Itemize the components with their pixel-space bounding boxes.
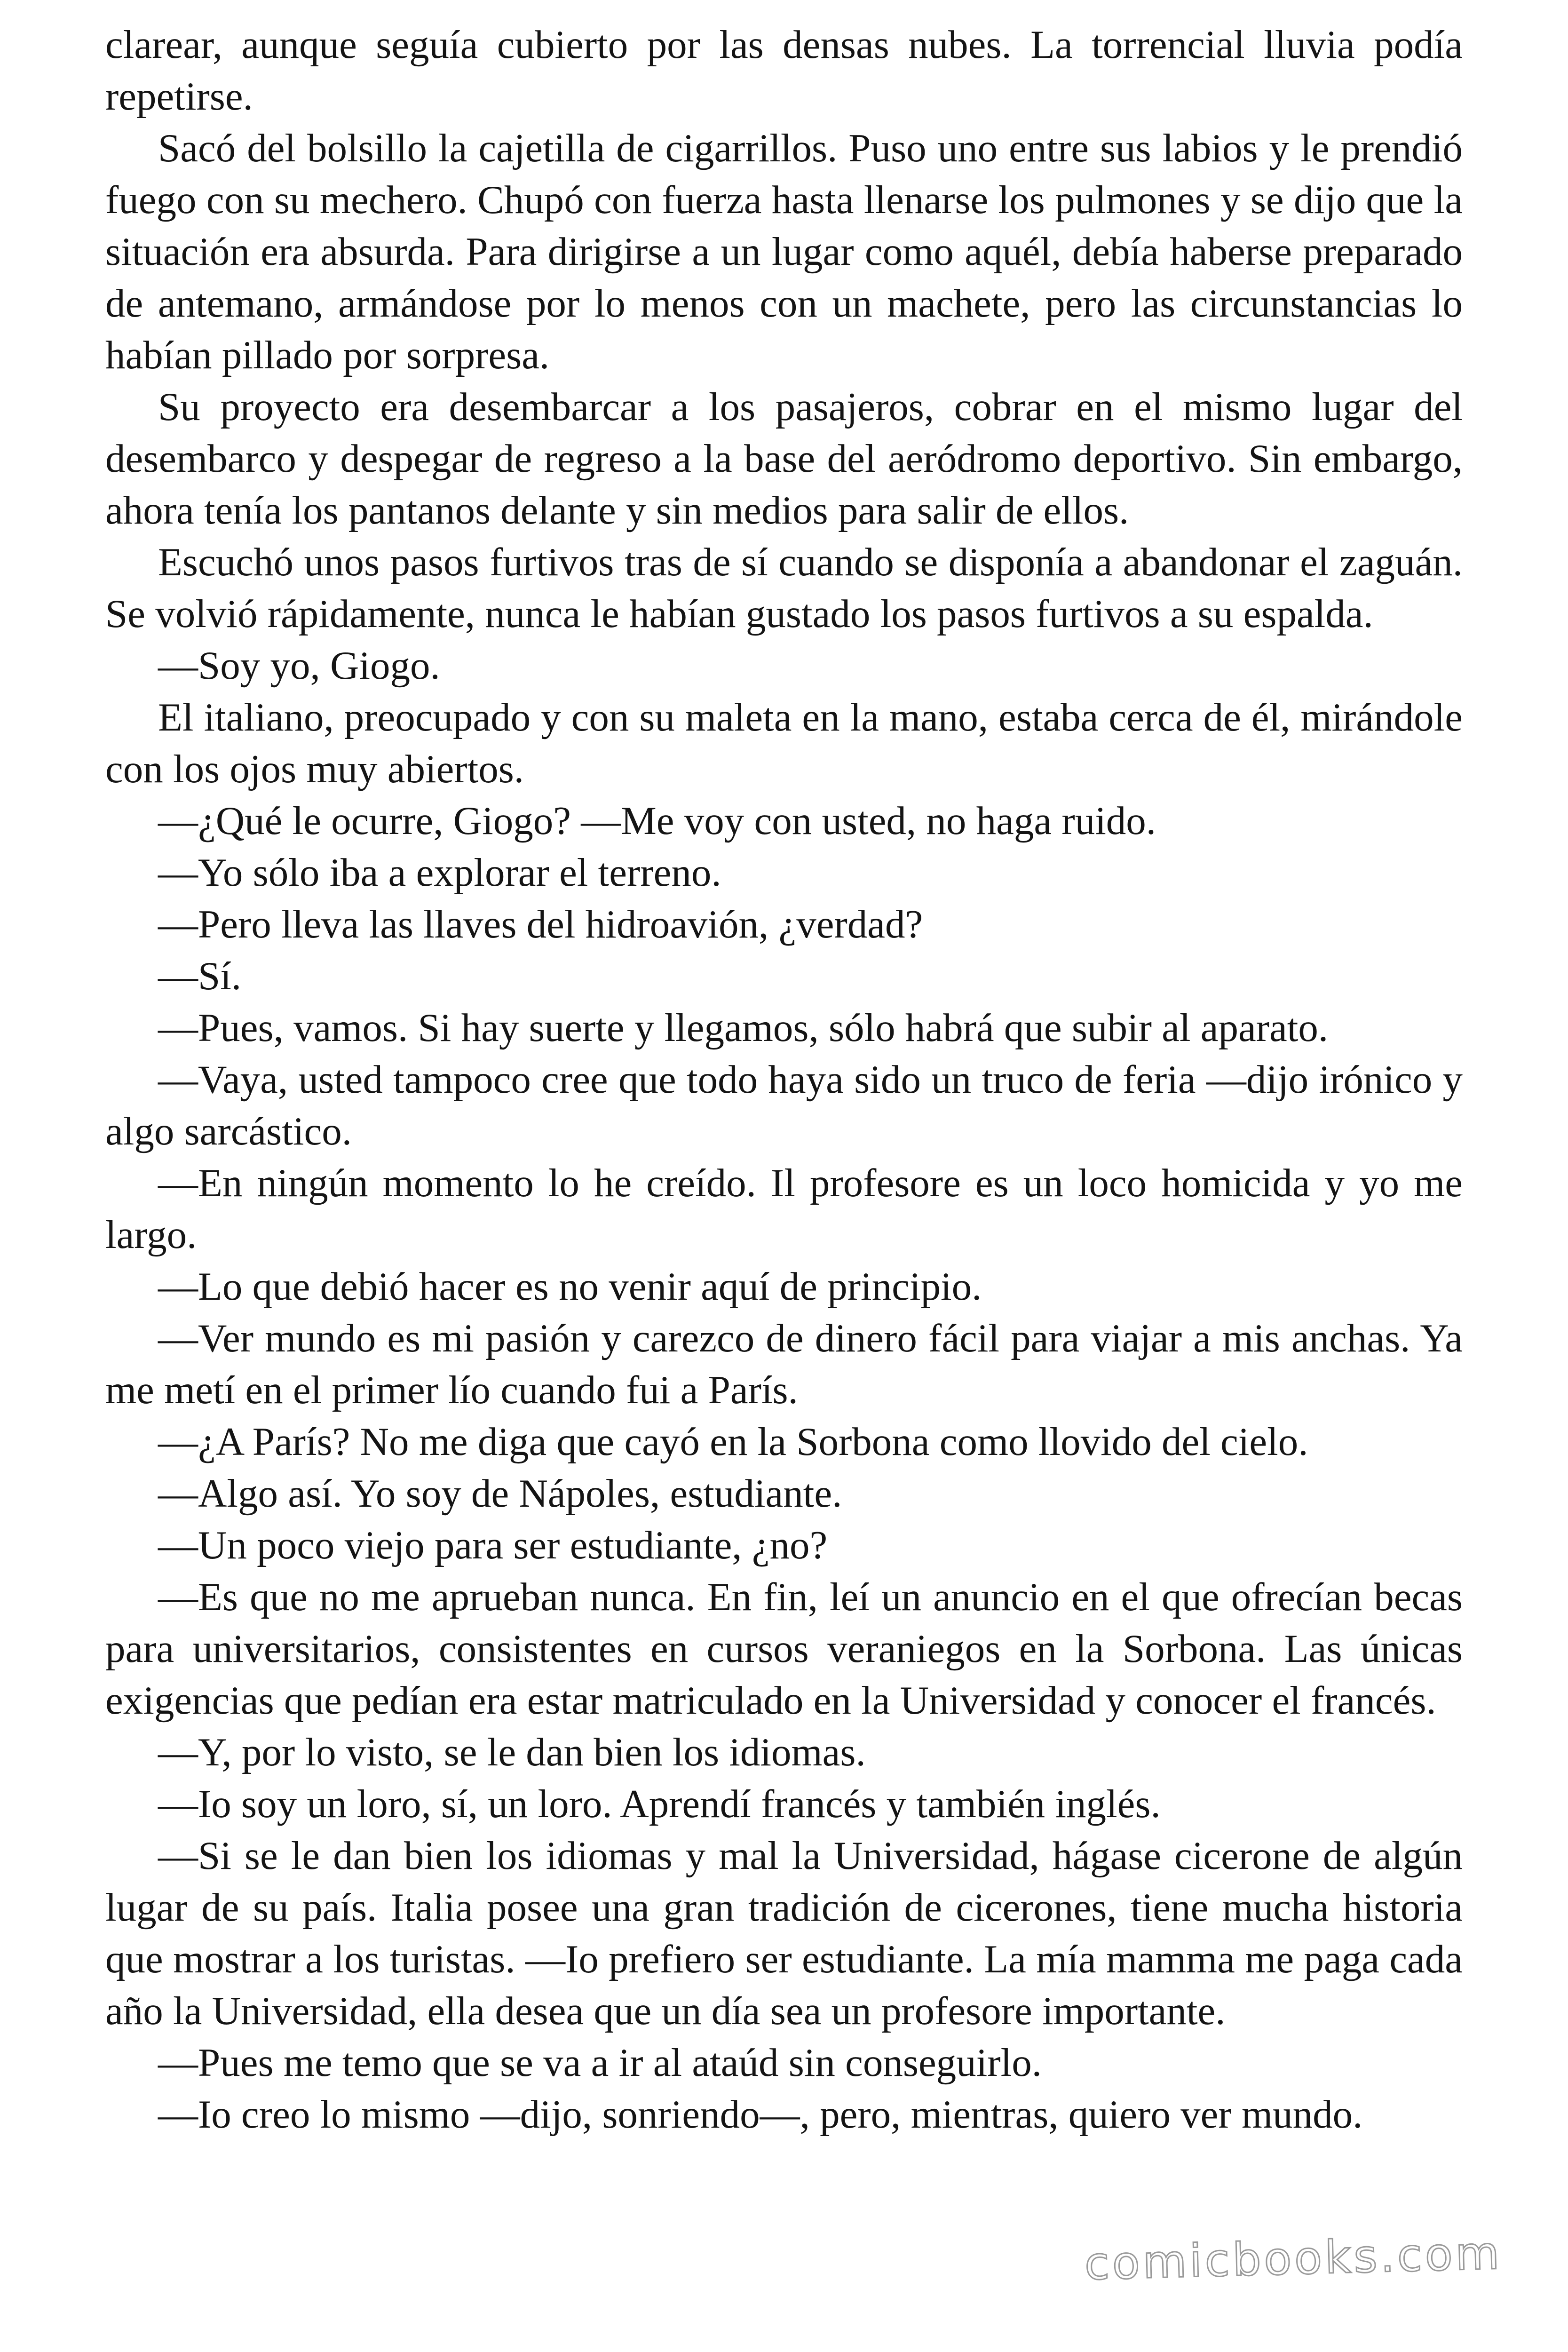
watermark-logo: comicbooks.com: [1084, 2226, 1503, 2290]
paragraph: —Lo que debió hacer es no venir aquí de principio.: [158, 1264, 982, 1309]
paragraph: —¿Qué le ocurre, Giogo? —Me voy con usted, no haga ruido.: [158, 799, 1156, 843]
paragraph: —Pero lleva las llaves del hidroavión, ¿verdad?: [158, 902, 923, 946]
paragraph: —Io soy un loro, sí, un loro. Aprendí francés y también inglés.: [158, 1782, 1161, 1826]
paragraph: —Pues, vamos. Si hay suerte y llegamos, sólo habrá que subir al aparato.: [158, 1006, 1329, 1050]
paragraph: —Algo así. Yo soy de Nápoles, estudiante.: [158, 1471, 842, 1516]
paragraph: —Sí.: [158, 954, 242, 998]
paragraph: clarear, aunque seguía cubierto por las densas nubes. La torrencial lluvia podía repetirse.: [105, 23, 1463, 119]
page-text: [105, 19, 1463, 2140]
paragraph: —Un poco viejo para ser estudiante, ¿no?: [158, 1523, 828, 1567]
paragraph: —Si se le dan bien los idiomas y mal la Universidad, hágase cicerone de algún lugar de su país. Italia posee una gran tradición de cicerones, tiene mucha historia que mostrar a los turistas. —Io prefiero ser estudiante. La mía mamma me paga cada año la Universidad, ella desea que un día sea un profesore importante.: [105, 1834, 1463, 2033]
paragraph: —Soy yo, Giogo.: [158, 644, 440, 688]
paragraph: —En ningún momento lo he creído. Il profesore es un loco homicida y yo me largo.: [105, 1161, 1463, 1257]
paragraph: —Y, por lo visto, se le dan bien los idiomas.: [158, 1730, 866, 1774]
paragraph: Sacó del bolsillo la cajetilla de cigarrillos. Puso uno entre sus labios y le prendió fuego con su mechero. Chupó con fuerza hasta llenarse los pulmones y se dijo que la situación era absurda. Para dirigirse a un lugar como aquél, debía haberse preparado de antemano, armándose por lo menos con un machete, pero las circunstancias lo habían pillado por sorpresa.: [105, 126, 1463, 377]
paragraph: El italiano, preocupado y con su maleta en la mano, estaba cerca de él, mirándole con los ojos muy abiertos.: [105, 695, 1463, 791]
paragraph: —Io creo lo mismo —dijo, sonriendo—, pero, mientras, quiero ver mundo.: [158, 2092, 1363, 2137]
paragraph: —Ver mundo es mi pasión y carezco de dinero fácil para viajar a mis anchas. Ya me metí en el primer lío cuando fui a París.: [105, 1316, 1463, 1412]
paragraph: —¿A París? No me diga que cayó en la Sorbona como llovido del cielo.: [158, 1420, 1308, 1464]
paragraph: Escuchó unos pasos furtivos tras de sí cuando se disponía a abandonar el zaguán. Se volvió rápidamente, nunca le habían gustado los pasos furtivos a su espalda.: [105, 540, 1463, 636]
paragraph: —Yo sólo iba a explorar el terreno.: [158, 850, 721, 895]
paragraph: —Es que no me aprueban nunca. En fin, leí un anuncio en el que ofrecían becas para universitarios, consistentes en cursos veraniegos en la Sorbona. Las únicas exigencias que pedían era estar matriculado en la Universidad y conocer el francés.: [105, 1575, 1463, 1723]
paragraph: —Vaya, usted tampoco cree que todo haya sido un truco de feria —dijo irónico y algo sarcástico.: [105, 1057, 1463, 1153]
paragraph: —Pues me temo que se va a ir al ataúd sin conseguirlo.: [158, 2041, 1042, 2085]
paragraph: Su proyecto era desembarcar a los pasajeros, cobrar en el mismo lugar del desembarco y despegar de regreso a la base del aeródromo deportivo. Sin embargo, ahora tenía los pantanos delante y sin medios para salir de ellos.: [105, 385, 1463, 532]
